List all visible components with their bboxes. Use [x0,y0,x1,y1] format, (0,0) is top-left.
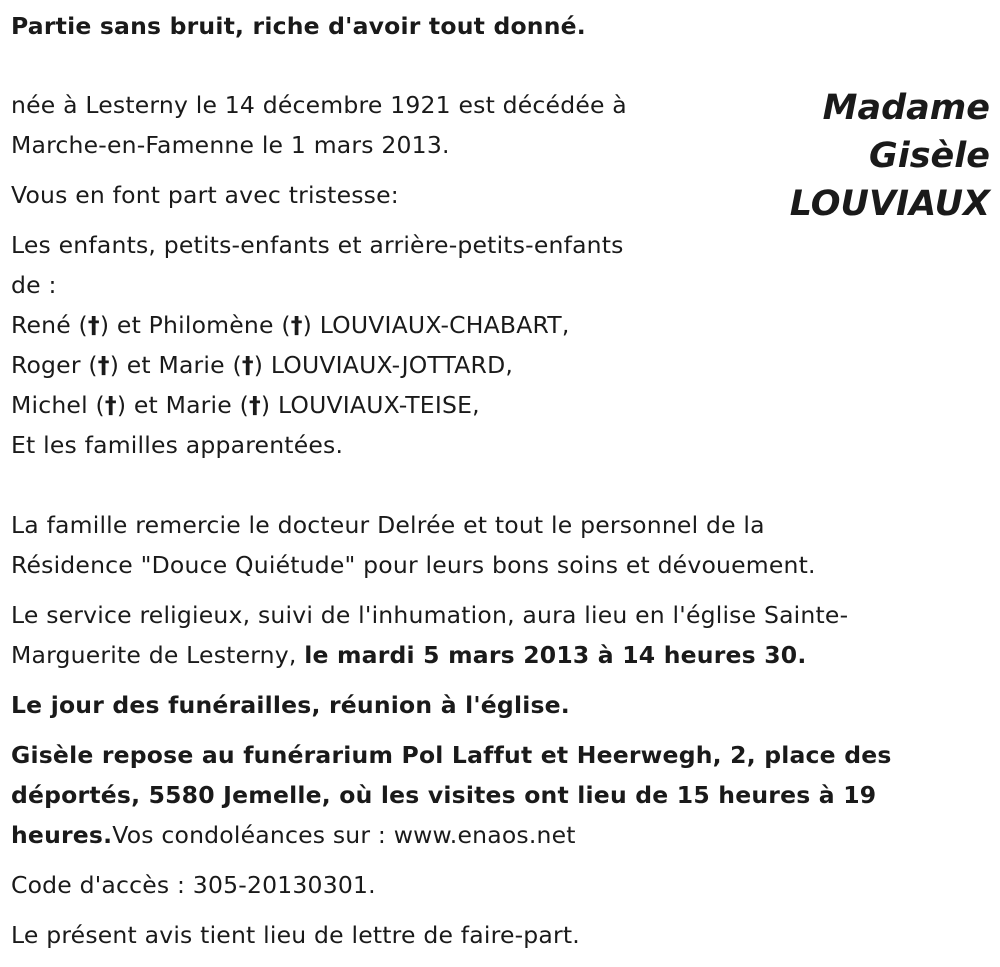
service-line-1: Le service religieux, suivi de l'inhumation, aura lieu en l'église Sainte- [11,601,849,629]
cross-icon: † [104,391,117,419]
footer-notice: Le présent avis tient lieu de lettre de faire-part. [11,921,580,949]
family-closing: Et les familles apparentées. [11,431,344,459]
deceased-last-name: LOUVIAUX [789,184,990,224]
service-date: le mardi 5 mars 2013 à 14 heures 30. [304,641,807,669]
funerarium-line-1: Gisèle repose au funérarium Pol Laffut et Heerwegh, 2, place des [11,741,892,769]
service-line-2: Marguerite de Lesterny, le mardi 5 mars 2013 à 14 heures 30. [11,641,807,669]
thanks-line-1: La famille remercie le docteur Delrée et tout le personnel de la [11,511,765,539]
epitaph: Partie sans bruit, riche d'avoir tout donné. [11,12,586,40]
meeting-notice: Le jour des funérailles, réunion à l'église. [11,691,570,719]
family-member: Michel (†) et Marie (†) LOUVIAUX-TEISE, [11,391,480,419]
birth-death-line-1: née à Lesterny le 14 décembre 1921 est décédée à [11,91,627,119]
family-intro-line-2: de : [11,271,57,299]
thanks-line-2: Résidence "Douce Quiétude" pour leurs bons soins et dévouement. [11,551,816,579]
access-code: Code d'accès : 305-20130301. [11,871,376,899]
cross-icon: † [87,311,100,339]
cross-icon: † [97,351,110,379]
family-member: René (†) et Philomène (†) LOUVIAUX-CHABART, [11,311,570,339]
cross-icon: † [248,391,261,419]
funerarium-line-3: heures.Vos condoléances sur : www.enaos.net [11,821,576,849]
deceased-title: Madame [822,88,990,128]
announcement: Vous en font part avec tristesse: [11,181,399,209]
deceased-first-name: Gisèle [868,136,990,176]
birth-death-line-2: Marche-en-Famenne le 1 mars 2013. [11,131,450,159]
funerarium-line-2: déportés, 5580 Jemelle, où les visites ont lieu de 15 heures à 19 [11,781,877,809]
family-intro-line-1: Les enfants, petits-enfants et arrière-petits-enfants [11,231,624,259]
family-member: Roger (†) et Marie (†) LOUVIAUX-JOTTARD, [11,351,514,379]
deceased-name [790,84,990,228]
cross-icon: † [241,351,254,379]
condolences-link: Vos condoléances sur : www.enaos.net [112,821,576,849]
cross-icon: † [290,311,303,339]
